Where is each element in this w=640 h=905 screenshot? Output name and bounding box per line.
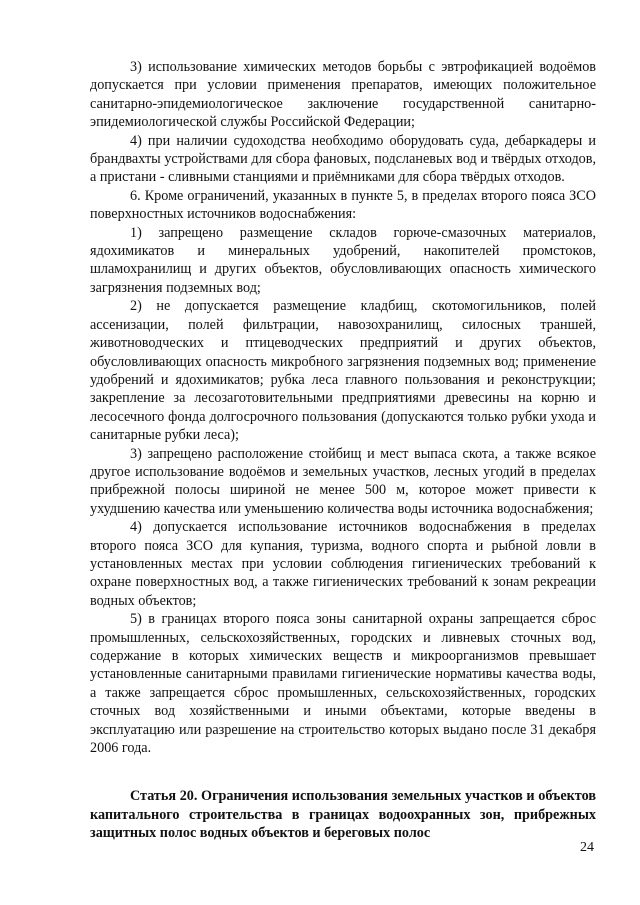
- paragraph-item-4-recreation: 4) допускается использование источников водоснабжения в пределах второго пояса ЗСО для купания, туризма, водного спорта и рыбной ловли в установленных местах при условии соблюдения гигиенических требований к охране поверхностных вод, а также гигиенических требований к зонам рекреации водных объектов;: [90, 519, 596, 609]
- paragraph-item-3-livestock: 3) запрещено расположение стойбищ и мест выпаса скота, а также всякое другое использование водоёмов и земельных участков, лесных угодий в пределах прибрежной полосы шириной не менее 500 м, которое может привести к ухудшению качества или уменьшению количества воды источника водоснабжения;: [90, 445, 596, 517]
- paragraph-item-5-discharge: 5) в границах второго пояса зоны санитарной охраны запрещается сброс промышленных, сельскохозяйственных, городских и ливневых сточных вод, содержание в которых химических веществ и микроорганизмов превышает установленные санитарными правилами гигиенические нормативы качества воды, а также запрещается сброс промышленных, сельскохозяйственных, городских сточных вод хозяйственными и иными объектами, которые введены в эксплуатацию или разрешение на строительство которых выдано после 31 декабря 2006 года.: [90, 611, 596, 757]
- paragraph-section-6-intro: 6. Кроме ограничений, указанных в пункте 5, в пределах второго пояса ЗСО поверхностных источников водоснабжения:: [90, 187, 596, 223]
- paragraph-item-1-fuel-storage: 1) запрещено размещение складов горюче-смазочных материалов, ядохимикатов и минеральных удобрений, накопителей промстоков, шламохранилищ и других объектов, обусловливающих опасность химического загрязнения подземных вод;: [90, 224, 596, 296]
- page-number: 24: [580, 840, 594, 855]
- document-page: [90, 58, 596, 843]
- article-heading: Статья 20. Ограничения использования земельных участков и объектов капитального строительства в границах водоохранных зон, прибрежных защитных полос водных объектов и береговых полос: [90, 788, 596, 842]
- paragraph-item-2-cemeteries: 2) не допускается размещение кладбищ, скотомогильников, полей ассенизации, полей фильтрации, навозохранилищ, силосных траншей, животноводческих и птицеводческих предприятий и других объектов, обусловливающих опасность микробного загрязнения подземных вод; применение удобрений и ядохимикатов; рубка леса главного пользования и реконструкции; закрепление за лесозаготовительными предприятиями древесины на корню и лесосечного фонда долгосрочного пользования (допускаются только рубки ухода и санитарные рубки леса);: [90, 298, 596, 444]
- paragraph-item-4-shipping: 4) при наличии судоходства необходимо оборудовать суда, дебаркадеры и брандвахты устройствами для сбора фановых, подсланевых вод и твёрдых отходов, а пристани - сливными станциями и приёмниками для сбора твёрдых отходов.: [90, 132, 596, 186]
- paragraph-item-3-chemical-methods: 3) использование химических методов борьбы с эвтрофикацией водоёмов допускается при условии применения препаратов, имеющих положительное санитарно-эпидемиологическое заключение государственной санитарно-эпидемиологической службы Российской Федерации;: [90, 59, 596, 131]
